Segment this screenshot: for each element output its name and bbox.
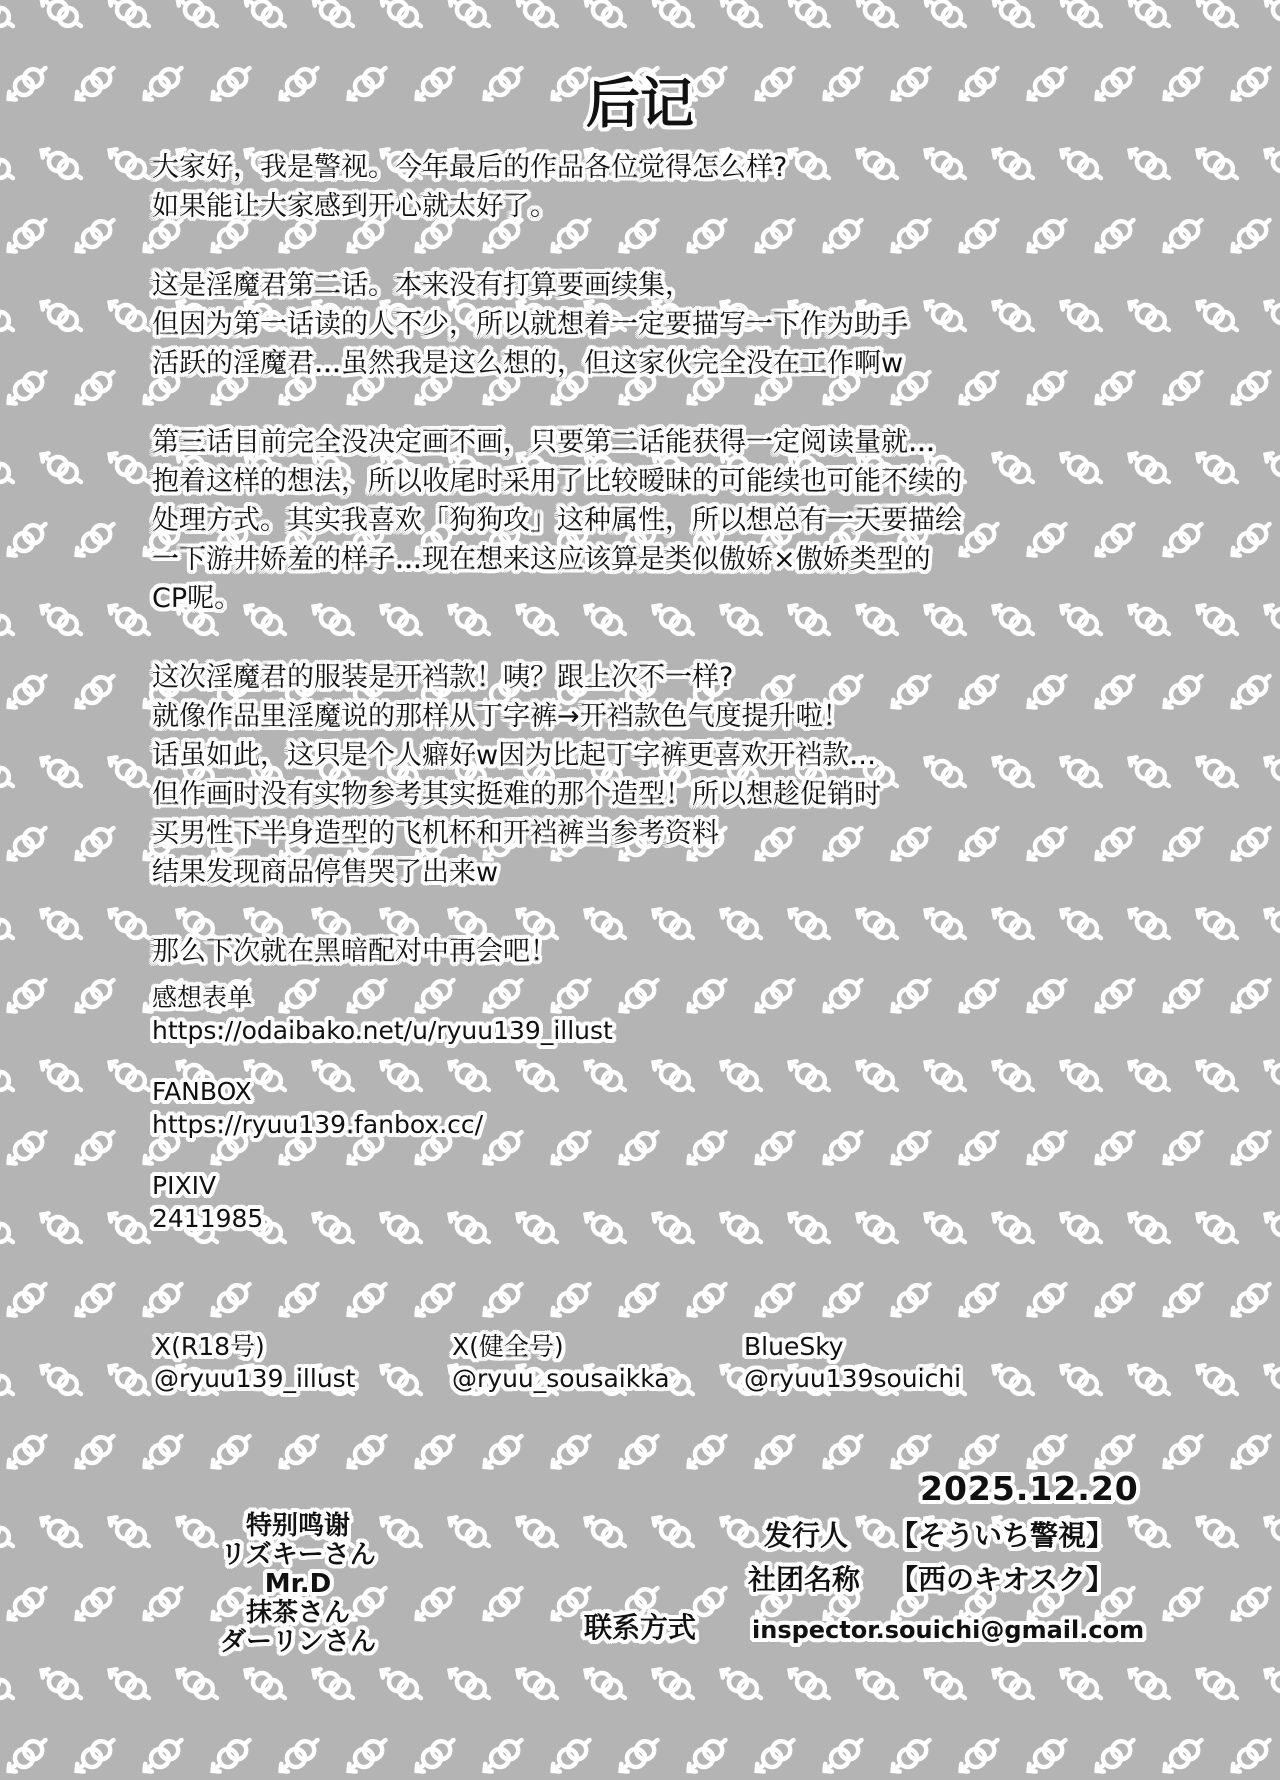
gender-symbol-icon bbox=[1159, 973, 1207, 1018]
gender-symbol-icon bbox=[1260, 295, 1280, 337]
gender-symbol-icon bbox=[104, 1359, 154, 1401]
gender-symbol-icon bbox=[207, 1277, 255, 1322]
gender-symbol-icon bbox=[139, 1277, 187, 1322]
gender-symbol-icon bbox=[104, 447, 154, 489]
gender-symbol-icon bbox=[36, 447, 86, 489]
text-line: 这是淫魔君第二话。本来没有打算要画续集， bbox=[152, 270, 692, 301]
gender-symbol-icon bbox=[36, 1663, 86, 1705]
social-handle[interactable]: @ryuu139_illust bbox=[154, 1364, 356, 1393]
gender-symbol-icon bbox=[3, 213, 51, 258]
gender-symbol-icon bbox=[104, 903, 154, 945]
gender-symbol-icon bbox=[1260, 0, 1280, 33]
gender-symbol-icon bbox=[71, 1125, 119, 1170]
gender-symbol-icon bbox=[0, 143, 18, 185]
gender-symbol-icon bbox=[1227, 1125, 1275, 1170]
gender-symbol-icon bbox=[1192, 751, 1242, 793]
feedback-form-label: 感想表单 bbox=[152, 983, 253, 1012]
gender-symbol-icon bbox=[784, 1663, 834, 1705]
text-line: 抱着这样的想法，所以收尾时采用了比较暧昧的可能续也可能不续的 bbox=[152, 466, 962, 497]
gender-symbol-icon bbox=[104, 1511, 154, 1553]
gender-symbol-icon bbox=[1192, 1359, 1242, 1401]
gender-symbol-icon bbox=[36, 599, 86, 641]
gender-symbol-icon bbox=[615, 1429, 663, 1474]
gender-symbol-icon bbox=[104, 1207, 154, 1249]
gender-symbol-icon bbox=[1091, 1277, 1139, 1322]
gender-symbol-icon bbox=[683, 1277, 731, 1322]
gender-symbol-icon bbox=[1124, 1511, 1174, 1553]
fanbox-link[interactable]: https://ryuu139.fanbox.cc/ bbox=[152, 1110, 484, 1139]
thanks-name: リズキーさん bbox=[220, 1540, 376, 1570]
text-line: 大家好，我是警视。今年最后的作品各位觉得怎么样? bbox=[152, 152, 788, 183]
gender-symbol-icon bbox=[648, 1663, 698, 1705]
gender-symbol-icon bbox=[104, 0, 154, 33]
gender-symbol-icon bbox=[376, 1359, 426, 1401]
gender-symbol-icon bbox=[104, 1663, 154, 1705]
gender-symbol-icon bbox=[71, 1429, 119, 1474]
gender-symbol-icon bbox=[240, 0, 290, 33]
gender-symbol-icon bbox=[3, 517, 51, 562]
gender-symbol-icon bbox=[547, 1429, 595, 1474]
social-label: X(健全号) bbox=[452, 1332, 564, 1361]
gender-symbol-icon bbox=[3, 1581, 51, 1626]
contact-email[interactable]: inspector.souichi@gmail.com bbox=[752, 1616, 1145, 1644]
gender-symbol-icon bbox=[0, 1055, 18, 1097]
gender-symbol-icon bbox=[71, 213, 119, 258]
gender-symbol-icon bbox=[1260, 751, 1280, 793]
gender-symbol-icon bbox=[1091, 1733, 1139, 1778]
gender-symbol-icon bbox=[36, 903, 86, 945]
gender-symbol-icon bbox=[0, 751, 18, 793]
social-x-general bbox=[452, 1331, 670, 1395]
gender-symbol-icon bbox=[3, 821, 51, 866]
gender-symbol-icon bbox=[1124, 1207, 1174, 1249]
gender-symbol-icon bbox=[343, 1429, 391, 1474]
gender-symbol-icon bbox=[36, 0, 86, 33]
gender-symbol-icon bbox=[784, 0, 834, 33]
gender-symbol-icon bbox=[172, 0, 222, 33]
feedback-form-block bbox=[152, 981, 952, 1047]
gender-symbol-icon bbox=[716, 1663, 766, 1705]
gender-symbol-icon bbox=[512, 1511, 562, 1553]
gender-symbol-icon bbox=[3, 1277, 51, 1322]
gender-symbol-icon bbox=[0, 1511, 18, 1553]
gender-symbol-icon bbox=[71, 1581, 119, 1626]
gender-symbol-icon bbox=[1159, 517, 1207, 562]
gender-symbol-icon bbox=[1227, 1277, 1275, 1322]
gender-symbol-icon bbox=[1159, 1125, 1207, 1170]
gender-symbol-icon bbox=[1260, 143, 1280, 185]
gender-symbol-icon bbox=[955, 1733, 1003, 1778]
gender-symbol-icon bbox=[1023, 1733, 1071, 1778]
circle-name-label: 社团名称 bbox=[748, 1563, 861, 1596]
gender-symbol-icon bbox=[852, 1663, 902, 1705]
gender-symbol-icon bbox=[1023, 1125, 1071, 1170]
gender-symbol-icon bbox=[1159, 1277, 1207, 1322]
paragraph bbox=[152, 932, 1152, 971]
thanks-name: ダーリンさん bbox=[219, 1627, 376, 1657]
feedback-form-link[interactable]: https://odaibako.net/u/ryuu139_illust bbox=[152, 1016, 613, 1045]
publisher-value: 【そういち警視】 bbox=[890, 1519, 1115, 1552]
gender-symbol-icon bbox=[308, 1663, 358, 1705]
gender-symbol-icon bbox=[104, 1055, 154, 1097]
gender-symbol-icon bbox=[71, 973, 119, 1018]
gender-symbol-icon bbox=[683, 1733, 731, 1778]
gender-symbol-icon bbox=[1056, 1055, 1106, 1097]
links-section bbox=[152, 981, 952, 1263]
gender-symbol-icon bbox=[3, 973, 51, 1018]
special-thanks-heading: 特别鸣谢 bbox=[245, 1511, 350, 1541]
gender-symbol-icon bbox=[988, 0, 1038, 33]
gender-symbol-icon bbox=[1159, 669, 1207, 714]
gender-symbol-icon bbox=[1159, 1581, 1207, 1626]
gender-symbol-icon bbox=[139, 1733, 187, 1778]
gender-symbol-icon bbox=[36, 751, 86, 793]
gender-symbol-icon bbox=[1260, 903, 1280, 945]
gender-symbol-icon bbox=[547, 1277, 595, 1322]
gender-symbol-icon bbox=[376, 1663, 426, 1705]
gender-symbol-icon bbox=[172, 1663, 222, 1705]
gender-symbol-icon bbox=[207, 1733, 255, 1778]
gender-symbol-icon bbox=[1091, 1125, 1139, 1170]
gender-symbol-icon bbox=[71, 669, 119, 714]
gender-symbol-icon bbox=[411, 1581, 459, 1626]
gender-symbol-icon bbox=[1192, 447, 1242, 489]
gender-symbol-icon bbox=[1260, 1511, 1280, 1553]
gender-symbol-icon bbox=[36, 143, 86, 185]
gender-symbol-icon bbox=[104, 751, 154, 793]
text-line: 话虽如此，这只是个人癖好w因为比起丁字裤更喜欢开裆款… bbox=[152, 740, 877, 771]
page-title: 后记 bbox=[586, 72, 694, 135]
gender-symbol-icon bbox=[1192, 903, 1242, 945]
text-line: 那么下次就在黑暗配对中再会吧！ bbox=[152, 936, 557, 967]
gender-symbol-icon bbox=[716, 0, 766, 33]
gender-symbol-icon bbox=[1260, 1663, 1280, 1705]
gender-symbol-icon bbox=[3, 1125, 51, 1170]
gender-symbol-icon bbox=[1192, 143, 1242, 185]
gender-symbol-icon bbox=[104, 599, 154, 641]
paragraph bbox=[152, 658, 1152, 892]
fanbox-label: FANBOX bbox=[152, 1077, 252, 1106]
gender-symbol-icon bbox=[648, 1511, 698, 1553]
gender-symbol-icon bbox=[343, 1733, 391, 1778]
gender-symbol-icon bbox=[1227, 669, 1275, 714]
gender-symbol-icon bbox=[479, 1581, 527, 1626]
gender-symbol-icon bbox=[852, 0, 902, 33]
gender-symbol-icon bbox=[479, 1429, 527, 1474]
gender-symbol-icon bbox=[71, 1277, 119, 1322]
gender-symbol-icon bbox=[3, 1733, 51, 1778]
gender-symbol-icon bbox=[444, 1663, 494, 1705]
gender-symbol-icon bbox=[1159, 1733, 1207, 1778]
gender-symbol-icon bbox=[1260, 1055, 1280, 1097]
text-line: CP呢。 bbox=[152, 583, 242, 614]
gender-symbol-icon bbox=[3, 365, 51, 410]
circle-name-value: 【西のキオスク】 bbox=[890, 1563, 1114, 1596]
gender-symbol-icon bbox=[988, 1663, 1038, 1705]
social-x-r18 bbox=[154, 1331, 356, 1395]
gender-symbol-icon bbox=[819, 1277, 867, 1322]
gender-symbol-icon bbox=[71, 517, 119, 562]
gender-symbol-icon bbox=[0, 599, 18, 641]
gender-symbol-icon bbox=[1124, 0, 1174, 33]
gender-symbol-icon bbox=[1227, 517, 1275, 562]
social-handle[interactable]: @ryuu139souichi bbox=[744, 1364, 962, 1393]
gender-symbol-icon bbox=[1192, 1663, 1242, 1705]
gender-symbol-icon bbox=[275, 1277, 323, 1322]
text-line: 如果能让大家感到开心就太好了。 bbox=[152, 191, 557, 222]
gender-symbol-icon bbox=[308, 0, 358, 33]
gender-symbol-icon bbox=[1192, 599, 1242, 641]
gender-symbol-icon bbox=[139, 1429, 187, 1474]
pixiv-label: PIXIV bbox=[152, 1171, 217, 1200]
gender-symbol-icon bbox=[615, 1277, 663, 1322]
text-line: 买男性下半身造型的飞机杯和开裆裤当参考资料 bbox=[152, 818, 719, 849]
publisher-label: 发行人 bbox=[764, 1519, 849, 1552]
gender-symbol-icon bbox=[1192, 1055, 1242, 1097]
gender-symbol-icon bbox=[36, 1055, 86, 1097]
gender-symbol-icon bbox=[1192, 1511, 1242, 1553]
gender-symbol-icon bbox=[0, 1207, 18, 1249]
gender-symbol-icon bbox=[648, 0, 698, 33]
thanks-name: Mr.D bbox=[264, 1569, 332, 1599]
gender-symbol-icon bbox=[683, 1429, 731, 1474]
gender-symbol-icon bbox=[479, 1277, 527, 1322]
gender-symbol-icon bbox=[580, 1663, 630, 1705]
special-thanks bbox=[198, 1512, 398, 1657]
gender-symbol-icon bbox=[1023, 1277, 1071, 1322]
gender-symbol-icon bbox=[71, 821, 119, 866]
gender-symbol-icon bbox=[411, 1277, 459, 1322]
gender-symbol-icon bbox=[751, 1429, 799, 1474]
fanbox-block bbox=[152, 1075, 952, 1141]
gender-symbol-icon bbox=[1227, 1581, 1275, 1626]
gender-symbol-icon bbox=[36, 295, 86, 337]
text-line: 活跃的淫魔君…虽然我是这么想的，但这家伙完全没在工作啊w bbox=[152, 348, 904, 379]
pixiv-block bbox=[152, 1169, 952, 1235]
gender-symbol-icon bbox=[920, 1663, 970, 1705]
gender-symbol-icon bbox=[1227, 365, 1275, 410]
gender-symbol-icon bbox=[887, 1733, 935, 1778]
gender-symbol-icon bbox=[240, 1663, 290, 1705]
gender-symbol-icon bbox=[1124, 1055, 1174, 1097]
gender-symbol-icon bbox=[1227, 973, 1275, 1018]
gender-symbol-icon bbox=[479, 1733, 527, 1778]
gender-symbol-icon bbox=[411, 1733, 459, 1778]
text-line: 但作画时没有实物参考其实挺难的那个造型！所以想趁促销时 bbox=[152, 779, 881, 810]
gender-symbol-icon bbox=[0, 0, 18, 33]
gender-symbol-icon bbox=[1260, 599, 1280, 641]
paragraph bbox=[152, 148, 1152, 226]
gender-symbol-icon bbox=[1124, 1663, 1174, 1705]
gender-symbol-icon bbox=[71, 1733, 119, 1778]
gender-symbol-icon bbox=[207, 1429, 255, 1474]
gender-symbol-icon bbox=[751, 1277, 799, 1322]
text-line: 处理方式。其实我喜欢「狗狗攻」这种属性，所以想总有一天要描绘 bbox=[152, 505, 962, 536]
paragraph bbox=[152, 266, 1152, 383]
gender-symbol-icon bbox=[1056, 1359, 1106, 1401]
gender-symbol-icon bbox=[275, 1429, 323, 1474]
gender-symbol-icon bbox=[0, 903, 18, 945]
text-line: 就像作品里淫魔说的那样从丁字裤→开裆款色气度提升啦！ bbox=[152, 701, 850, 732]
text-line: 一下游井娇羞的样子…现在想来这应该算是类似傲娇×傲娇类型的 bbox=[152, 544, 931, 575]
gender-symbol-icon bbox=[0, 1359, 18, 1401]
social-label: BlueSky bbox=[744, 1332, 844, 1361]
gender-symbol-icon bbox=[343, 1277, 391, 1322]
gender-symbol-icon bbox=[1260, 447, 1280, 489]
thanks-name: 抹茶さん bbox=[245, 1598, 350, 1628]
gender-symbol-icon bbox=[444, 1511, 494, 1553]
gender-symbol-icon bbox=[1260, 1207, 1280, 1249]
gender-symbol-icon bbox=[988, 1055, 1038, 1097]
gender-symbol-icon bbox=[988, 1359, 1038, 1401]
gender-symbol-icon bbox=[955, 1125, 1003, 1170]
social-label: X(R18号) bbox=[154, 1332, 265, 1361]
gender-symbol-icon bbox=[411, 1429, 459, 1474]
gender-symbol-icon bbox=[275, 1733, 323, 1778]
gender-symbol-icon bbox=[920, 0, 970, 33]
contact-label: 联系方式 bbox=[584, 1611, 697, 1644]
publish-date: 2025.12.20 bbox=[920, 1469, 1139, 1508]
gender-symbol-icon bbox=[0, 447, 18, 489]
gender-symbol-icon bbox=[1227, 1733, 1275, 1778]
gender-symbol-icon bbox=[512, 1663, 562, 1705]
gender-symbol-icon bbox=[1159, 213, 1207, 258]
gender-symbol-icon bbox=[1260, 1359, 1280, 1401]
gender-symbol-icon bbox=[751, 1733, 799, 1778]
gender-symbol-icon bbox=[104, 295, 154, 337]
gender-symbol-icon bbox=[0, 295, 18, 337]
pixiv-id: 2411985 bbox=[152, 1204, 264, 1233]
gender-symbol-icon bbox=[955, 1277, 1003, 1322]
gender-symbol-icon bbox=[716, 1511, 766, 1553]
social-handle[interactable]: @ryuu_sousaikka bbox=[452, 1364, 670, 1393]
social-bluesky bbox=[744, 1331, 961, 1395]
gender-symbol-icon bbox=[615, 1733, 663, 1778]
text-line: 这次淫魔君的服装是开裆款！咦？跟上次不一样? bbox=[152, 662, 734, 693]
gender-symbol-icon bbox=[36, 1511, 86, 1553]
gender-symbol-icon bbox=[512, 0, 562, 33]
afterword-body bbox=[152, 148, 1152, 1011]
gender-symbol-icon bbox=[36, 1207, 86, 1249]
gender-symbol-icon bbox=[1056, 1207, 1106, 1249]
gender-symbol-icon bbox=[1056, 1663, 1106, 1705]
gender-symbol-icon bbox=[444, 0, 494, 33]
gender-symbol-icon bbox=[376, 0, 426, 33]
gender-symbol-icon bbox=[1056, 0, 1106, 33]
gender-symbol-icon bbox=[36, 1359, 86, 1401]
gender-symbol-icon bbox=[988, 1207, 1038, 1249]
gender-symbol-icon bbox=[71, 365, 119, 410]
gender-symbol-icon bbox=[1192, 1207, 1242, 1249]
gender-symbol-icon bbox=[0, 1663, 18, 1705]
gender-symbol-icon bbox=[1124, 1359, 1174, 1401]
gender-symbol-icon bbox=[1227, 1429, 1275, 1474]
gender-symbol-icon bbox=[139, 1581, 187, 1626]
gender-symbol-icon bbox=[819, 1429, 867, 1474]
gender-symbol-icon bbox=[3, 669, 51, 714]
gender-symbol-icon bbox=[580, 1511, 630, 1553]
text-line: 第三话目前完全没决定画不画，只要第二话能获得一定阅读量就… bbox=[152, 427, 935, 458]
gender-symbol-icon bbox=[1159, 1429, 1207, 1474]
gender-symbol-icon bbox=[104, 143, 154, 185]
gender-symbol-icon bbox=[580, 0, 630, 33]
gender-symbol-icon bbox=[3, 1429, 51, 1474]
gender-symbol-icon bbox=[1192, 295, 1242, 337]
gender-symbol-icon bbox=[1227, 213, 1275, 258]
gender-symbol-icon bbox=[547, 1733, 595, 1778]
paragraph bbox=[152, 423, 1152, 618]
gender-symbol-icon bbox=[1227, 821, 1275, 866]
text-line: 结果发现商品停售哭了出来w bbox=[152, 857, 499, 888]
gender-symbol-icon bbox=[1159, 821, 1207, 866]
gender-symbol-icon bbox=[1192, 0, 1242, 33]
gender-symbol-icon bbox=[887, 1277, 935, 1322]
gender-symbol-icon bbox=[819, 1733, 867, 1778]
text-line: 但因为第一话读的人不少，所以就想着一定要描写一下作为助手 bbox=[152, 309, 908, 340]
gender-symbol-icon bbox=[1159, 365, 1207, 410]
